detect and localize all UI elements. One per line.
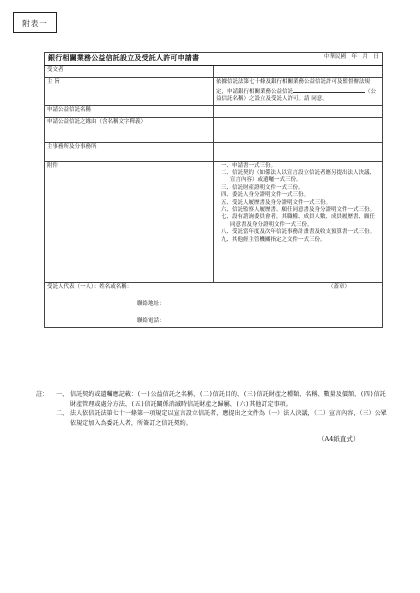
attachment-item: 四、委託人身分證明文件一式三份。 <box>221 192 310 199</box>
office-label: 主事務所及分事務所 <box>45 142 214 161</box>
address-label: 聯絡地址： <box>137 300 165 307</box>
attachment-item: 六、信託監察人履歷書、願任同意書及身分證明文件一式三份。 <box>221 207 376 214</box>
trust-name-row <box>45 105 383 117</box>
purpose-field <box>214 78 383 106</box>
office-field[interactable] <box>214 142 383 161</box>
form-title-row <box>45 53 383 66</box>
notes-head: 註： <box>36 391 49 398</box>
note-number: 二、 <box>56 410 69 418</box>
attachments-label: 附件 <box>45 161 214 282</box>
representative-row <box>45 282 383 327</box>
representative-field <box>45 282 383 327</box>
trust-name-label: 申請公益信託名稱 <box>45 105 214 117</box>
purpose-text-2: （公益信託名稱）之設立及受託人許可。請 同意。 <box>216 89 377 103</box>
attachment-item: 八、受託當年度及次年信託事務計畫書及收支預算書一式三份。 <box>221 229 376 236</box>
office-row <box>45 142 383 161</box>
purpose-row <box>45 78 383 106</box>
note-number: 一、 <box>56 391 69 398</box>
attachments-row <box>45 161 383 282</box>
background-row <box>45 117 383 142</box>
phone-label: 聯絡電話： <box>137 318 165 325</box>
attachment-item: 一、申請書一式三份。 <box>221 162 277 169</box>
note-text: 信託契約或遺囑應記載：(一)公益信託之名稱、(二)信託目的、(三)信託財產之種類、名稱、數量及價額、(四)信託財產管理或處分方法、(五)信託關係消滅時信託財產之歸屬、(六)其他訂定事項。 <box>70 391 386 408</box>
form-date: 中華民國 年 月 日 <box>324 54 379 60</box>
attachment-label: 附表一 <box>13 12 57 33</box>
background-label: 申請公益信託之緣由（含名稱文字釋義） <box>45 117 214 142</box>
note-item <box>36 409 388 428</box>
attachment-item: 七、設有諮詢委員會者，其職權、成員人數、成員履歷書、願任同意書及身分證明文件一式三份。 <box>221 214 376 228</box>
attachments-list <box>216 163 380 244</box>
background-field[interactable] <box>214 117 383 142</box>
form-title: 銀行相關業務公益信託設立及受託人許可申請書 <box>48 53 200 62</box>
notes-section <box>36 390 388 428</box>
representative-label: 受託人代表（一人）：姓名或名稱： <box>47 283 133 290</box>
application-form-table <box>44 52 383 328</box>
receiver-label: 受文者 <box>45 66 214 78</box>
attachments-field <box>214 161 383 282</box>
attachment-item: 二、信託契約（如係法人以宣言設立信託者應另提出法人決議、宣言內容）或遺囑一式三份。 <box>221 170 376 184</box>
trust-name-blank[interactable] <box>293 86 365 93</box>
note-text: 法人依信託法第七十一條第一項規定以宣言設立信託者，應提出之文件為（一）法人決議，（二）宣言內容，（三）公眾依規定加入為委託人者，所簽訂之信託契約。 <box>70 410 387 427</box>
purpose-text-1: 依據信託法第七十條及銀行相關業務公益信託許可及監督辦法規定，申請銀行相關業務公益信託 <box>216 79 371 96</box>
purpose-label: 主 旨 <box>45 78 214 106</box>
attachment-item: 五、受託人履歷書及身分證明文件一式三份。 <box>221 199 332 206</box>
paper-size-note: （A4紙直式） <box>318 435 360 443</box>
receiver-row <box>45 66 383 78</box>
trust-name-field[interactable] <box>214 105 383 117</box>
note-item <box>36 390 388 409</box>
receiver-field[interactable] <box>214 66 383 78</box>
attachment-item: 九、其他經主管機關指定之文件一式三份。 <box>221 236 326 243</box>
seal-label: （蓋章） <box>327 283 350 290</box>
attachment-item: 三、信託財產證明文件一式三份。 <box>221 184 304 191</box>
